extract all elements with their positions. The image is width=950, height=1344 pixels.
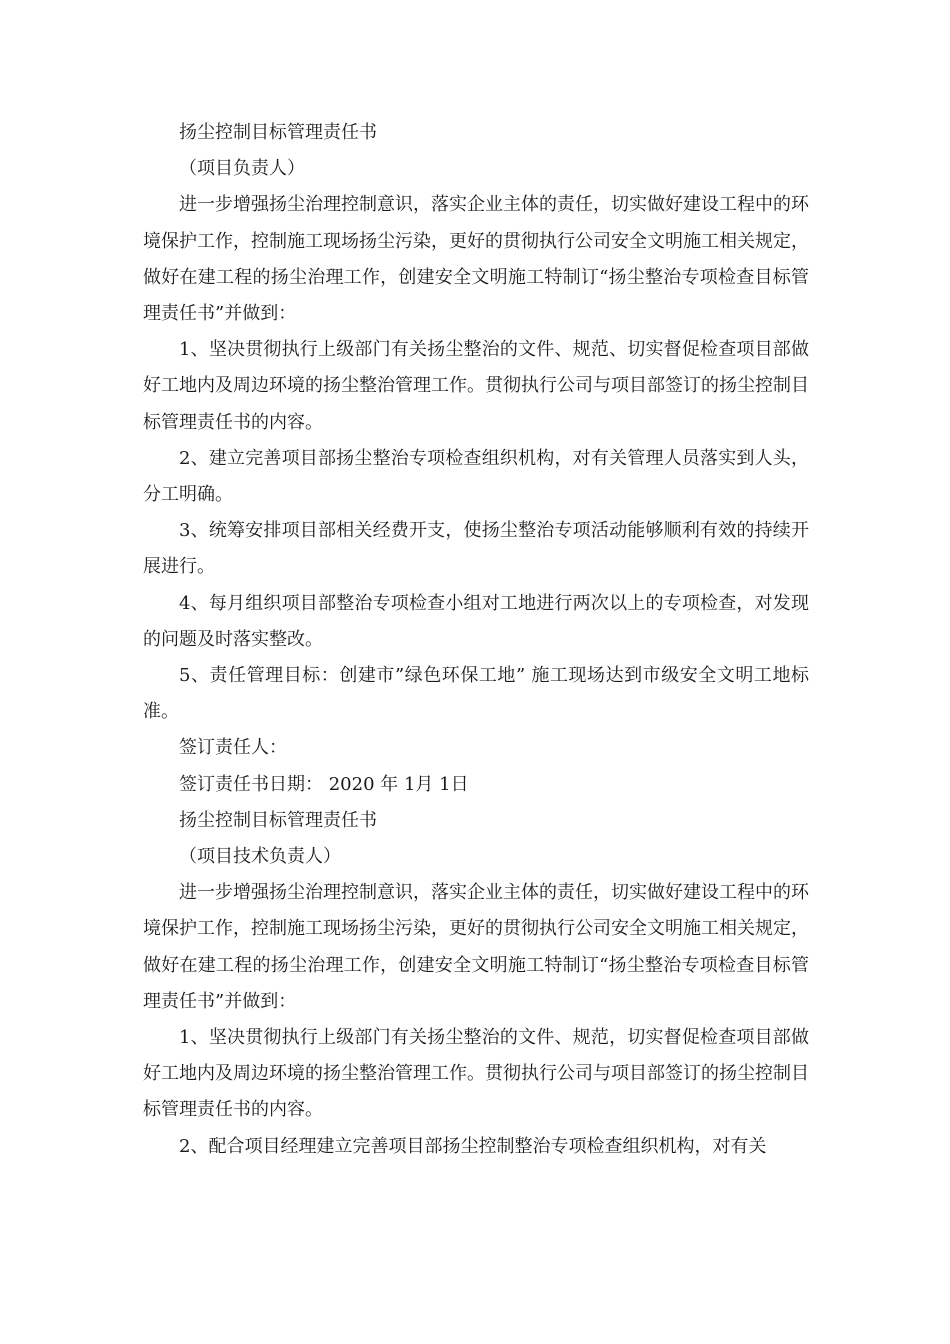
section1-item-5: 5、责任管理目标：创建市”绿色环保工地” 施工现场达到市级安全文明工地标准。 (143, 665, 809, 723)
section1-signer-label: 签订责任人： (179, 737, 287, 759)
section2-item-2: 2、配合项目经理建立完善项目部扬尘控制整治专项检查组织机构，对有关 (179, 1135, 767, 1157)
section1-item-1: 1、坚决贯彻执行上级部门有关扬尘整治的文件、规范、切实督促检查项目部做好工地内及周边环境的扬尘整治管理工作。贯彻执行公司与项目部签订的扬尘控制目标管理责任书的内容。 (143, 339, 809, 433)
section1-item-4: 4、每月组织项目部整治专项检查小组对工地进行两次以上的专项检查，对发现的问题及时落实整改。 (143, 592, 809, 650)
section2-subtitle: （项目技术负责人） (179, 846, 341, 868)
section2-item-1: 1、坚决贯彻执行上级部门有关扬尘整治的文件、规范，切实督促检查项目部做好工地内及周边环境的扬尘整治管理工作。贯彻执行公司与项目部签订的扬尘控制目标管理责任书的内容。 (143, 1027, 809, 1121)
section1-item-3: 3、统筹安排项目部相关经费开支，使扬尘整治专项活动能够顺利有效的持续开展进行。 (143, 520, 809, 578)
section2-intro: 进一步增强扬尘治理控制意识，落实企业主体的责任，切实做好建设工程中的环境保护工作，控制施工现场扬尘污染，更好的贯彻执行公司安全文明施工相关规定，做好在建工程的扬尘治理工作，创建安全文明施工特制订“扬尘整治专项检查目标管理责任书”并做到： (143, 882, 809, 1012)
document-body (143, 115, 809, 1165)
section1-item-2: 2、建立完善项目部扬尘整治专项检查组织机构，对有关管理人员落实到人头，分工明确。 (143, 447, 809, 506)
section1-intro: 进一步增强扬尘治理控制意识，落实企业主体的责任，切实做好建设工程中的环境保护工作，控制施工现场扬尘污染，更好的贯彻执行公司安全文明施工相关规定，做好在建工程的扬尘治理工作，创建安全文明施工特制订“扬尘整治专项检查目标管理责任书”并做到： (143, 194, 809, 325)
section1-date-line: 签订责任书日期： 2020 年 1月 1日 (179, 773, 469, 795)
section2-title: 扬尘控制目标管理责任书 (179, 809, 377, 831)
section1-title: 扬尘控制目标管理责任书 (179, 122, 377, 143)
section1-subtitle: （项目负责人） (179, 158, 305, 180)
